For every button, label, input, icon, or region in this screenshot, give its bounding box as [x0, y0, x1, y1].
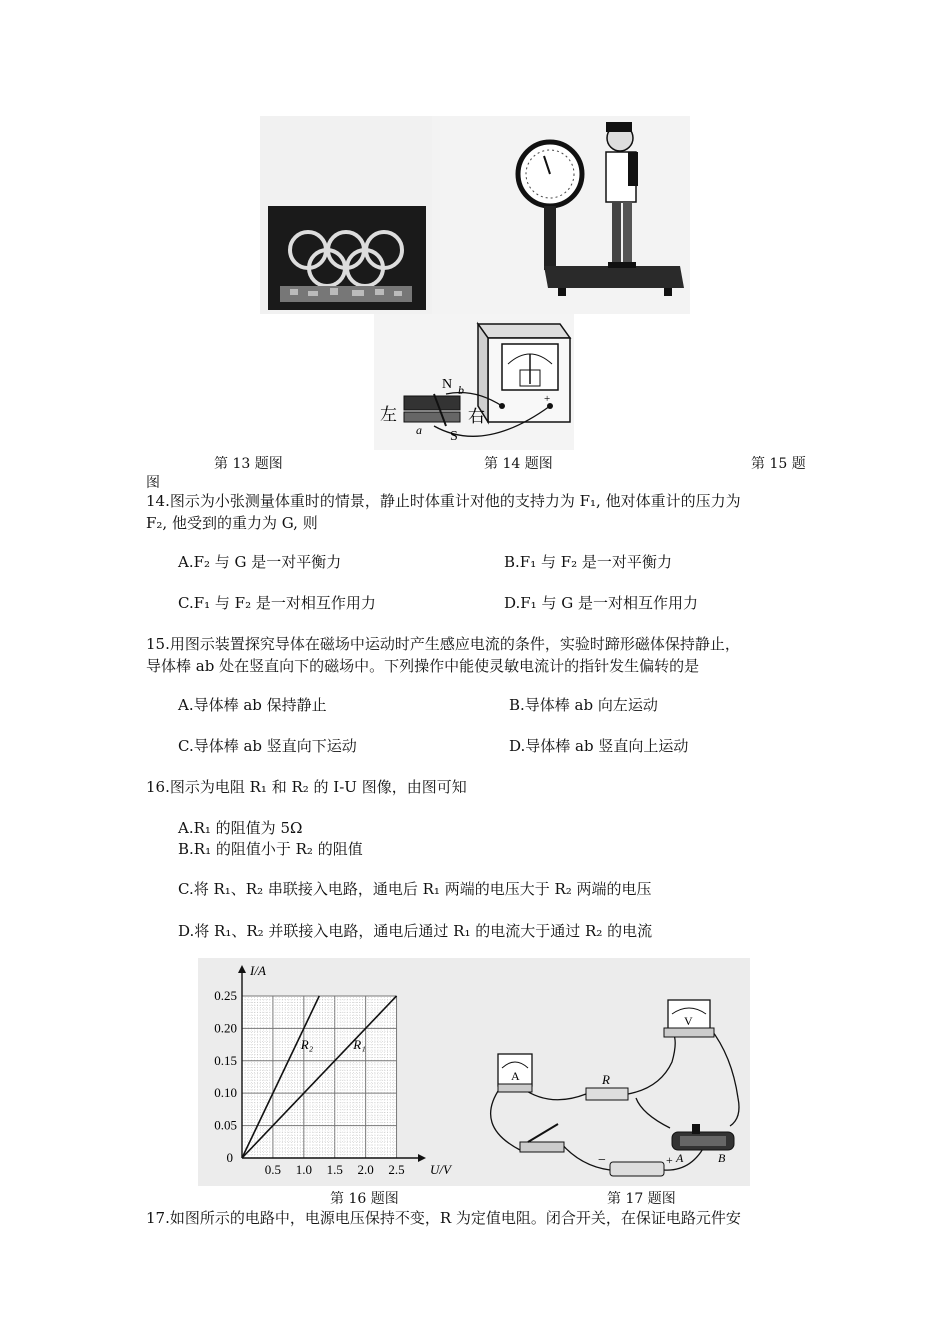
- x-axis-label: U/V: [430, 1162, 451, 1177]
- question-15-option-b: B.导体棒 ab 向左运动: [509, 696, 658, 714]
- x-tick-label: 0.5: [264, 1162, 282, 1177]
- x-tick-label: 1.0: [295, 1162, 312, 1177]
- iu-chart-svg: [198, 958, 460, 1186]
- y-tick-label: 0.10: [214, 1085, 237, 1101]
- figure-17-circuit: [460, 958, 750, 1186]
- voltmeter-icon: [664, 1000, 714, 1037]
- caption-figure-15: 第 15 题: [751, 456, 806, 472]
- question-16-option-d: D.将 R₁、R₂ 并联接入电路，通电后通过 R₁ 的电流大于通过 R₂ 的电流: [178, 922, 653, 940]
- question-15-stem: 15.用图示装置探究导体在磁场中运动时产生感应电流的条件，实验时蹄形磁体保持静止，: [146, 635, 740, 653]
- x-axis-arrow: [418, 1154, 426, 1162]
- circuit-image: [460, 958, 750, 1186]
- battery-icon: [598, 1153, 673, 1176]
- svg-text:A: A: [511, 1069, 520, 1083]
- question-15-stem-continued: 导体棒 ab 处在竖直向下的磁场中。下列操作中能使灵敏电流计的指针发生偏转的是: [146, 657, 700, 675]
- question-14-stem: 14.图示为小张测量体重时的情景，静止时体重计对他的支持力为 F₁, 他对体重计的压力为: [146, 492, 741, 510]
- caption-figure-14: 第 14 题图: [484, 456, 553, 472]
- x-tick-label: 1.5: [326, 1162, 343, 1177]
- question-15-option-d: D.导体棒 ab 竖直向上运动: [509, 737, 689, 755]
- right-label: 右: [468, 407, 485, 426]
- switch-icon: [520, 1124, 564, 1152]
- north-pole-label: N: [442, 377, 453, 392]
- y-axis-arrow: [238, 965, 246, 973]
- figure-16-iu-chart: [198, 958, 460, 1186]
- rheostat-icon: [672, 1124, 734, 1165]
- y-tick-label: 0.20: [214, 1020, 237, 1036]
- series-label-r1: R₁: [353, 1037, 366, 1053]
- question-15-option-c: C.导体棒 ab 竖直向下运动: [178, 737, 357, 755]
- question-16-option-b: B.R₁ 的阻值小于 R₂ 的阻值: [178, 840, 363, 858]
- plus-terminal-label: +: [544, 393, 551, 405]
- question-16-option-c: C.将 R₁、R₂ 串联接入电路，通电后 R₁ 两端的电压大于 R₂ 两端的电压: [178, 880, 652, 898]
- south-pole-label: S: [450, 429, 458, 444]
- question-17-stem: 17.如图所示的电路中，电源电压保持不变，R 为定值电阻。闭合开关，在保证电路元件安: [146, 1209, 741, 1227]
- question-14-stem-continued: F₂, 他受到的重力为 G, 则: [146, 514, 318, 532]
- caption-figure-17: 第 17 题图: [607, 1191, 676, 1207]
- svg-text:−: −: [598, 1153, 606, 1168]
- question-14-option-a: A.F₂ 与 G 是一对平衡力: [178, 553, 342, 571]
- question-16-option-a: A.R₁ 的阻值为 5Ω: [178, 819, 303, 837]
- question-16-stem: 16.图示为电阻 R₁ 和 R₂ 的 I-U 图像，由图可知: [146, 778, 467, 796]
- induction-apparatus-image: [374, 314, 574, 450]
- weighing-scale-image: [432, 116, 690, 314]
- caption-figure-16: 第 16 题图: [330, 1191, 399, 1207]
- figure-13-olympic-rings: [260, 116, 432, 314]
- svg-text:B: B: [718, 1151, 726, 1165]
- svg-text:+: +: [666, 1153, 673, 1167]
- left-label: 左: [380, 405, 397, 424]
- figure-15-induction-apparatus: [374, 314, 574, 450]
- svg-text:R: R: [602, 1072, 610, 1087]
- y-tick-label: 0.25: [214, 987, 237, 1003]
- question-15-option-a: A.导体棒 ab 保持静止: [178, 696, 327, 714]
- x-tick-label: 2.5: [388, 1162, 405, 1177]
- question-14-option-b: B.F₁ 与 F₂ 是一对平衡力: [504, 553, 672, 571]
- resistor-icon: [586, 1072, 628, 1100]
- svg-text:V: V: [684, 1014, 693, 1028]
- series-label-r2: R₂: [300, 1037, 314, 1053]
- ammeter-icon: [498, 1054, 532, 1092]
- olympic-rings-image: [260, 116, 432, 314]
- caption-figure-15-continued: 图: [146, 475, 160, 491]
- point-b-label: b: [458, 383, 464, 397]
- origin-label: 0: [226, 1150, 233, 1165]
- question-14-option-d: D.F₁ 与 G 是一对相互作用力: [504, 594, 698, 612]
- figure-14-weighing-scale: [432, 116, 690, 314]
- y-tick-label: 0.15: [214, 1052, 237, 1068]
- question-14-option-c: C.F₁ 与 F₂ 是一对相互作用力: [178, 594, 376, 612]
- y-tick-label: 0.05: [214, 1117, 237, 1133]
- svg-text:A: A: [676, 1151, 684, 1165]
- caption-figure-13: 第 13 题图: [214, 456, 283, 472]
- y-axis-label: I/A: [250, 963, 266, 978]
- point-a-label: a: [416, 423, 422, 437]
- x-tick-label: 2.0: [357, 1162, 374, 1177]
